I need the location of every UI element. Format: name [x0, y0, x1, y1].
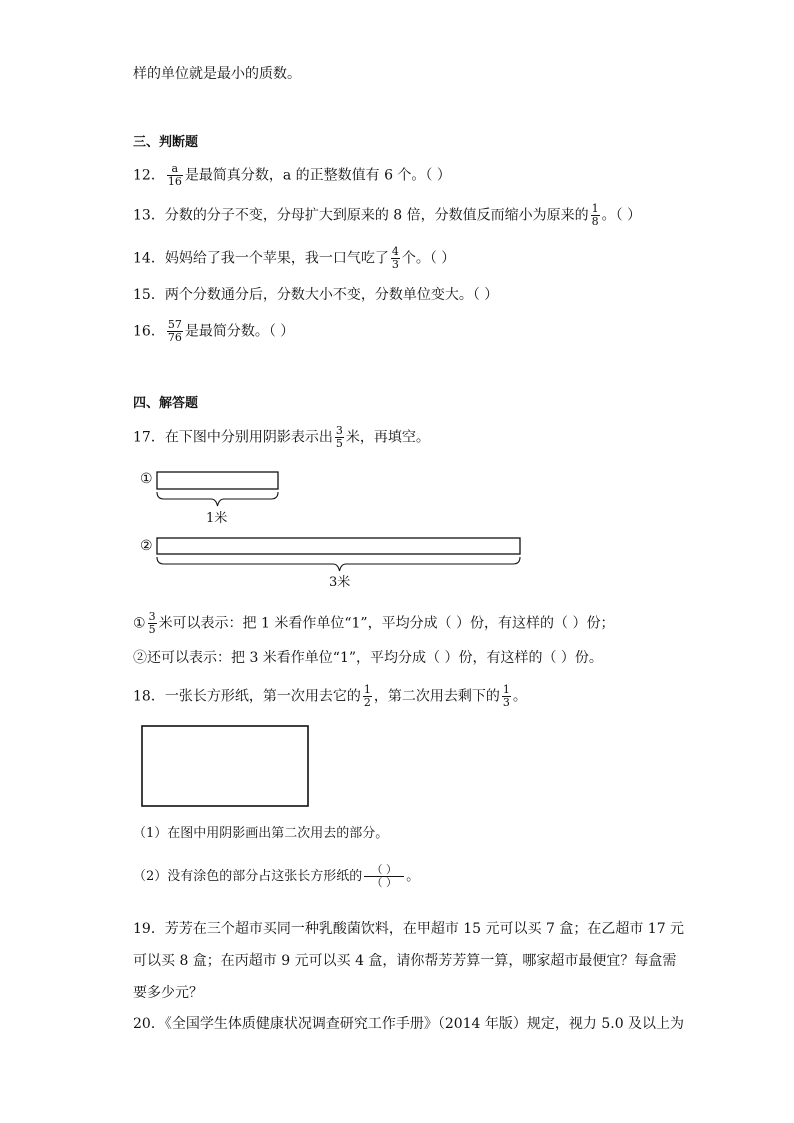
q17-fill-line-1 — [133, 611, 615, 636]
q18-sub2-text: （2）没有涂色的部分占这张长方形纸的 — [133, 869, 363, 884]
q17-line1-text: 米可以表示：把 1 米看作单位“1”，平均分成（ ）份，有这样的（ ）份； — [158, 615, 615, 632]
question-16 — [133, 319, 294, 344]
q18-sub1: （1）在图中用阴影画出第二次用去的部分。 — [133, 826, 389, 841]
question-14 — [133, 246, 455, 271]
q17-line1-frac-numerator: 3 — [148, 610, 156, 623]
question-15: 15．两个分数通分后，分数大小不变，分数单位变大。（ ） — [133, 287, 499, 303]
fig2-marker: ② — [140, 538, 153, 554]
q13-frac-numerator: 1 — [591, 202, 599, 215]
q18-fraction-2 — [502, 684, 511, 709]
q19-line-1: 19．芳芳在三个超市买同一种乳酸菌饮料，在甲超市 15 元可以买 7 盒；在乙超市 17 元 — [133, 921, 685, 937]
q17-line1-marker: ① — [133, 615, 146, 632]
q14-tail: 个。（ ） — [401, 250, 456, 267]
q18-frac2-denominator: 3 — [502, 696, 510, 709]
q18-sub2-tail: 。 — [406, 869, 420, 884]
q12-fraction — [167, 163, 183, 188]
q18-sub2 — [133, 864, 419, 889]
q18-frac2-numerator: 1 — [502, 683, 510, 696]
question-13 — [133, 203, 641, 228]
q18-blank-numerator[interactable]: （ ） — [371, 863, 398, 876]
q18-rectangle — [142, 726, 308, 806]
q13-text: 13．分数的分子不变，分母扩大到原来的 8 倍，分数值反而缩小为原来的 — [133, 207, 589, 224]
q13-frac-denominator: 8 — [591, 215, 599, 228]
q17-frac-denominator: 5 — [335, 437, 343, 450]
q14-text: 14．妈妈给了我一个苹果，我一口气吃了 — [133, 250, 389, 267]
fig1-marker: ① — [140, 471, 153, 487]
q14-fraction — [391, 246, 400, 271]
q16-text: 是最简分数。（ ） — [184, 323, 295, 340]
q17-text: 17．在下图中分别用阴影表示出 — [133, 429, 333, 446]
fig1-label: 1米 — [206, 511, 228, 526]
q17-line1-fraction — [148, 611, 157, 636]
q18-frac1-denominator: 2 — [363, 696, 371, 709]
q13-tail: 。（ ） — [601, 207, 642, 224]
q20-line-1: 20．《全国学生体质健康状况调查研究工作手册》（2014 年版）规定，视力 5.0 及以上为 — [133, 1016, 685, 1032]
fig2-bar — [157, 538, 520, 554]
fig2-brace — [157, 557, 520, 571]
section3-title: 三、判断题 — [133, 135, 199, 150]
q16-number: 16． — [133, 323, 165, 340]
intro-line: 样的单位就是最小的质数。 — [133, 66, 301, 82]
question-17 — [133, 425, 430, 450]
q18-fraction-1 — [363, 684, 372, 709]
q16-frac-numerator: 57 — [167, 318, 182, 331]
q18-tail: 。 — [512, 688, 527, 705]
q18-text: 18．一张长方形纸，第一次用去它的 — [133, 688, 361, 705]
q17-tail: 米，再填空。 — [345, 429, 430, 446]
q17-line1-frac-denominator: 5 — [148, 623, 156, 636]
q18-frac1-numerator: 1 — [363, 683, 371, 696]
q12-text: 是最简真分数，a 的正整数值有 6 个。（ ） — [184, 167, 451, 184]
q12-frac-numerator: a — [171, 162, 179, 175]
q16-frac-denominator: 76 — [167, 331, 182, 344]
section4-title: 四、解答题 — [133, 396, 199, 411]
fig1-brace — [157, 492, 278, 506]
fig1-bar — [157, 472, 278, 489]
fig2-label: 3米 — [329, 575, 351, 590]
q16-fraction — [167, 319, 183, 344]
question-12 — [133, 163, 451, 188]
q14-frac-denominator: 3 — [391, 258, 399, 271]
q18-blank-denominator[interactable]: （ ） — [364, 876, 404, 889]
q13-fraction — [591, 203, 600, 228]
q17-frac-numerator: 3 — [335, 424, 343, 437]
q18-rectangle-figure — [140, 724, 312, 809]
q17-fraction — [335, 425, 344, 450]
q18-blank-fraction[interactable] — [364, 864, 404, 889]
q18-mid: ，第二次用去剩下的 — [373, 688, 500, 705]
q19-line-3: 要多少元？ — [133, 985, 203, 1001]
question-18 — [133, 684, 527, 709]
q19-line-2: 可以买 8 盒；在丙超市 9 元可以买 4 盒，请你帮芳芳算一算，哪家超市最便宜？每盒需 — [133, 953, 677, 969]
q14-frac-numerator: 4 — [391, 245, 399, 258]
q12-frac-denominator: 16 — [167, 175, 182, 188]
q12-number: 12． — [133, 167, 165, 184]
q17-fill-line-2: ②还可以表示：把 3 米看作单位“1”，平均分成（ ）份，有这样的（ ）份。 — [133, 650, 603, 666]
